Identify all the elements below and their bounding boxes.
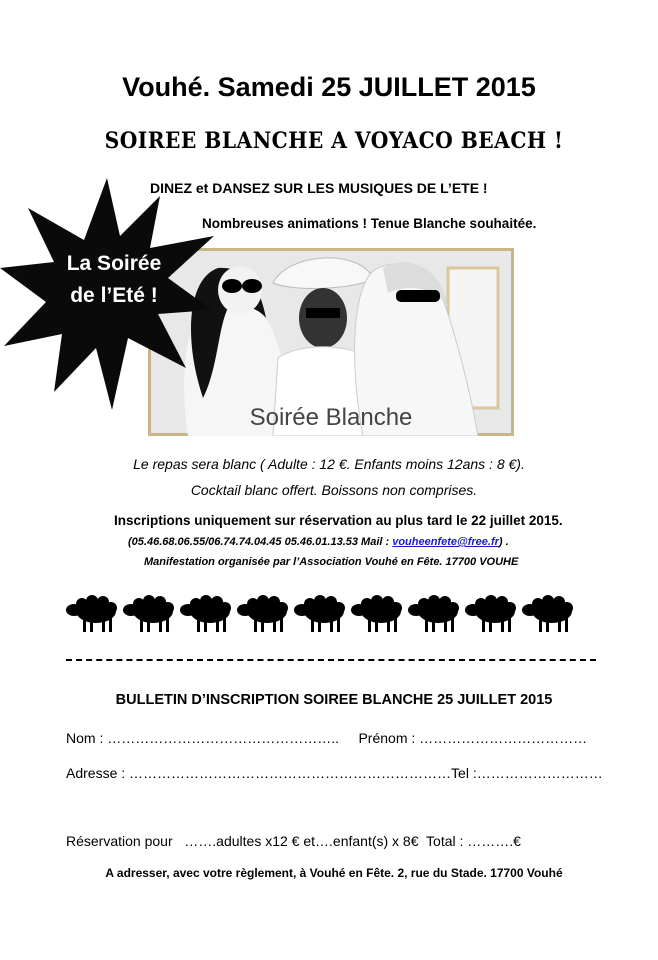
- form-title: BULLETIN D’INSCRIPTION SOIREE BLANCHE 25 JUILLET 2015: [115, 692, 553, 708]
- black-sheep-icon: [294, 594, 348, 634]
- menu-line2: Cocktail blanc offert. Boissons non comprises.: [190, 482, 478, 498]
- black-sheep-icon: [123, 594, 177, 634]
- page-title: Vouhé. Samedi 25 JUILLET 2015: [122, 72, 536, 102]
- event-subtitle: SOIREE BLANCHE A VOYACO BEACH !: [104, 128, 564, 154]
- address-fields: Adresse : ……………………………………………………………Tel :………………………: [66, 765, 603, 781]
- burst-line2: de l’Eté !: [70, 284, 158, 307]
- reservation-fields: Réservation pour …….adultes x12 € et….enfant(s) x 8€ Total : ……….€: [66, 833, 521, 849]
- black-sheep-icon: [66, 594, 120, 634]
- send-address: A adresser, avec votre règlement, à Vouhé en Fête. 2, rue du Stade. 17700 Vouhé: [105, 866, 563, 880]
- menu-line1: Le repas sera blanc ( Adulte : 12 €. Enfants moins 12ans : 8 €).: [133, 456, 525, 472]
- contact-line-end: ) .: [498, 536, 509, 548]
- phone-numbers: (05.46.68.06.55/06.74.74.04.45 05.46.01.13.53 Mail :: [128, 536, 393, 548]
- burst-text: [34, 248, 194, 312]
- sheep-decoration: [66, 594, 576, 634]
- booking-deadline: Inscriptions uniquement sur réservation au plus tard le 22 juillet 2015.: [114, 513, 563, 528]
- animations-text: Nombreuses animations ! Tenue Blanche souhaitée.: [202, 216, 537, 231]
- name-fields: Nom : ………………………………………….. Prénom : ………………………………: [66, 730, 588, 746]
- burst-line1: La Soirée: [66, 252, 162, 275]
- event-tagline: DINEZ et DANSEZ SUR LES MUSIQUES DE L’ETE !: [150, 180, 488, 196]
- black-sheep-icon: [408, 594, 462, 634]
- menu-info: [0, 451, 658, 503]
- contact-line: [128, 536, 509, 548]
- black-sheep-icon: [351, 594, 405, 634]
- black-sheep-icon: [465, 594, 519, 634]
- black-sheep-icon: [522, 594, 576, 634]
- mail-link[interactable]: vouheenfete@free.fr: [392, 536, 499, 548]
- cut-line-divider: [66, 659, 596, 661]
- organizer-text: Manifestation organisée par l’Association Vouhé en Fête. 17700 VOUHE: [144, 556, 519, 568]
- black-sheep-icon: [180, 594, 234, 634]
- photo-caption: Soirée Blanche: [249, 404, 413, 431]
- black-sheep-icon: [237, 594, 291, 634]
